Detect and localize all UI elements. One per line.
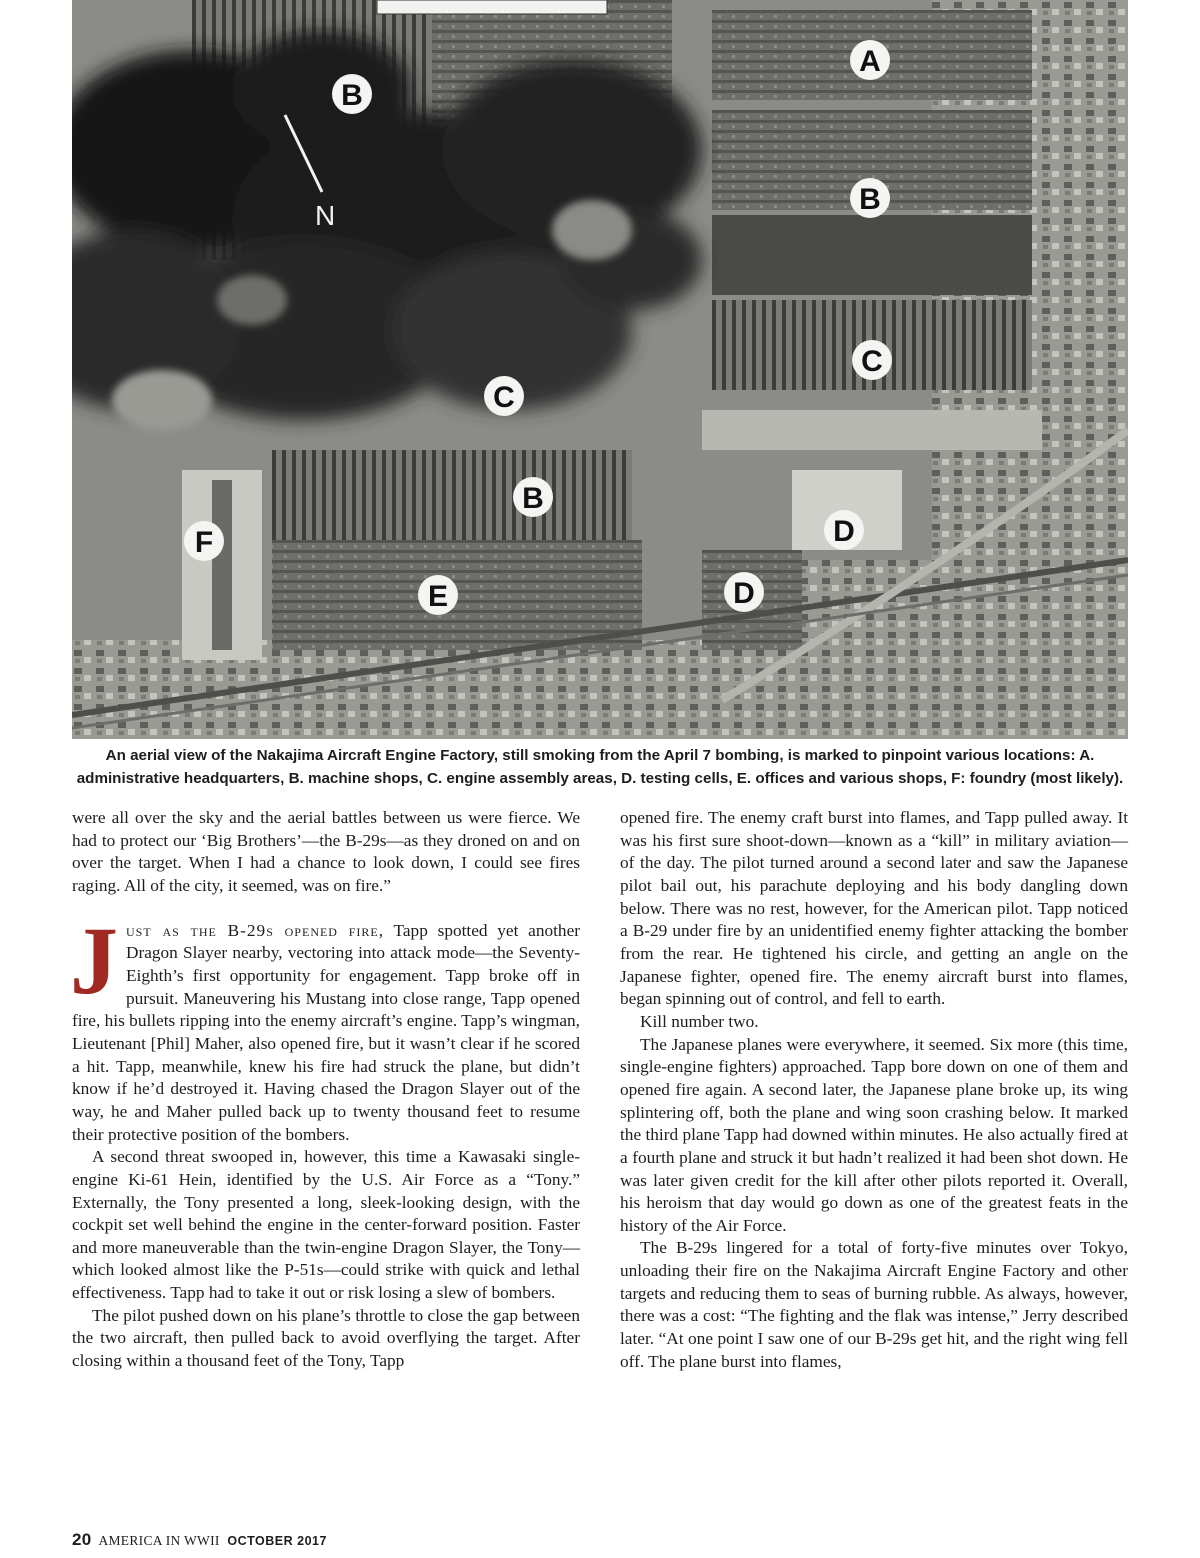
marker-a [850, 40, 890, 80]
page-footer [72, 1530, 327, 1550]
svg-text:E: E [427, 580, 449, 613]
section-lead: ust as the B-29s opened fire, [126, 920, 385, 940]
svg-text:D: D [833, 515, 855, 548]
paragraph: The Japanese planes were everywhere, it seemed. Six more (this time, single-engine fighters) approached. Tapp bore down on one of them and opened fire again. A second later, the Japanese plane broke up, its wing splintering off, both the plane and wing soon crashing below. It marked the third plane Tapp had downed within minutes. He also actually fired at a fourth plane and struck it but hadn’t realized it had been shot down. He was later given credit for the kill after other pilots reported it. Overall, his heroism that day would go down as one of the greatest feats in the history of the Air Force. [620, 1034, 1128, 1235]
svg-text:B: B [522, 482, 544, 515]
page-number: 20 [72, 1530, 92, 1549]
marker-b-right [850, 178, 890, 218]
svg-text:B: B [341, 79, 363, 112]
paragraph: A second threat swooped in, however, this time a Kawasaki single-engine Ki-61 Hein, identified by the U.S. Air Force as a “Tony.” Externally, the Tony presented a long, sleek-looking design, with the cockpit set well behind the engine in the center-forward position. Faster and more maneuverable than the twin-engine Dragon Slayer, the Tony—which looked almost like the P-51s—could strike with quick and lethal effectiveness. Tapp had to take it out or risk losing a slew of bombers. [72, 1147, 580, 1303]
svg-text:A: A [859, 45, 881, 78]
photo-city-bottom-left [72, 640, 772, 739]
marker-f [184, 521, 224, 561]
paragraph: Kill number two. [640, 1011, 759, 1031]
marker-e [418, 575, 458, 615]
paragraph: The B-29s lingered for a total of forty-five minutes over Tokyo, unloading their fire on the Nakajima Aircraft Engine Factory and other targets and reducing them to seas of burning rubble. As always, however, there was a cost: “The fighting and the flak was intense,” Jerry described later. “At one point I saw one of our B-29s get hit, and the right wing fell off. The plane burst into flames, [620, 1238, 1128, 1371]
marker-b-lower [513, 477, 553, 517]
paragraph: The pilot pushed down on his plane’s throttle to close the gap between the two aircraft, then pulled back to avoid overflying the target. After closing within a thousand feet of the Tony, Tapp [72, 1305, 580, 1371]
building-b-lower [272, 450, 632, 540]
svg-text:C: C [493, 381, 515, 414]
svg-text:D: D [733, 577, 755, 610]
marker-c-right [852, 340, 892, 380]
marker-b-top-left [332, 74, 372, 114]
paragraph: opened fire. The enemy craft burst into flames, and Tapp pulled away. It was his first sure shoot-down—known as a “kill” in military aviation—of the day. The pilot turned around a second later and saw the Japanese pilot bail out, his parachute deploying and his body dangling down below. There was no rest, however, for the American pilot. Tapp noticed a B-29 under fire by an unidentified enemy fighter attacking the bomber from the rear. He tightened his circle, and getting an angle on the Japanese fighter, opened fire. The enemy aircraft burst into flames, began spinning out of control, and fell to earth. [620, 808, 1128, 1009]
paragraph-dropcap [70, 906, 580, 1147]
paragraph: were all over the sky and the aerial battles between us were fierce. We had to protect our ‘Big Brothers’—the B-29s—as they droned on and on over the target. When I had a chance to look down, I could see fires raging. All of the city, it seemed, was on fire.” [72, 808, 580, 895]
marker-d-lower [724, 572, 764, 612]
article-column-right [620, 807, 1128, 1373]
svg-text:C: C [861, 345, 883, 378]
aerial-photo-drawing [72, 0, 1128, 739]
issue-date: OCTOBER 2017 [227, 1534, 327, 1548]
building-long-light [702, 410, 1042, 450]
magazine-name: AMERICA IN WWII [98, 1533, 220, 1548]
drop-cap: J [70, 906, 118, 1014]
photo-caption: An aerial view of the Nakajima Aircraft Engine Factory, still smoking from the April 7 bombing, is marked to pinpoint various locations: A. administrative headquarters, B. machine shops, C. engine assembly areas, D. testing cells, E. offices and various shops, F: foundry (most likely). [76, 747, 1124, 787]
article-column-left [72, 807, 580, 1373]
aerial-photo [72, 0, 1128, 739]
svg-text:B: B [859, 183, 881, 216]
marker-c-center [484, 376, 524, 416]
scale-bar [377, 0, 607, 14]
paragraph-text: Tapp spotted yet another Dragon Slayer nearby, vectoring into attack mode—the Seventy-Eighth’s first opportunity for engagement. Tapp broke off in pursuit. Maneuvering his Mustang into close range, Tapp opened fire, his bullets ripping into the enemy aircraft’s engine. Tapp’s wingman, Lieutenant [Phil] Maher, also opened fire, but it wasn’t clear if he scored a hit. Tapp, meanwhile, knew his fire had struck the plane, but didn’t know if he’d destroyed it. Having chased the Dragon Slayer out of the way, he and Maher pulled back up to twenty thousand feet to resume their protective position of the bombers. [72, 920, 580, 1144]
marker-d-upper [824, 510, 864, 550]
north-label: N [315, 200, 336, 231]
building-dark-band [712, 215, 1032, 295]
svg-text:F: F [194, 526, 214, 559]
